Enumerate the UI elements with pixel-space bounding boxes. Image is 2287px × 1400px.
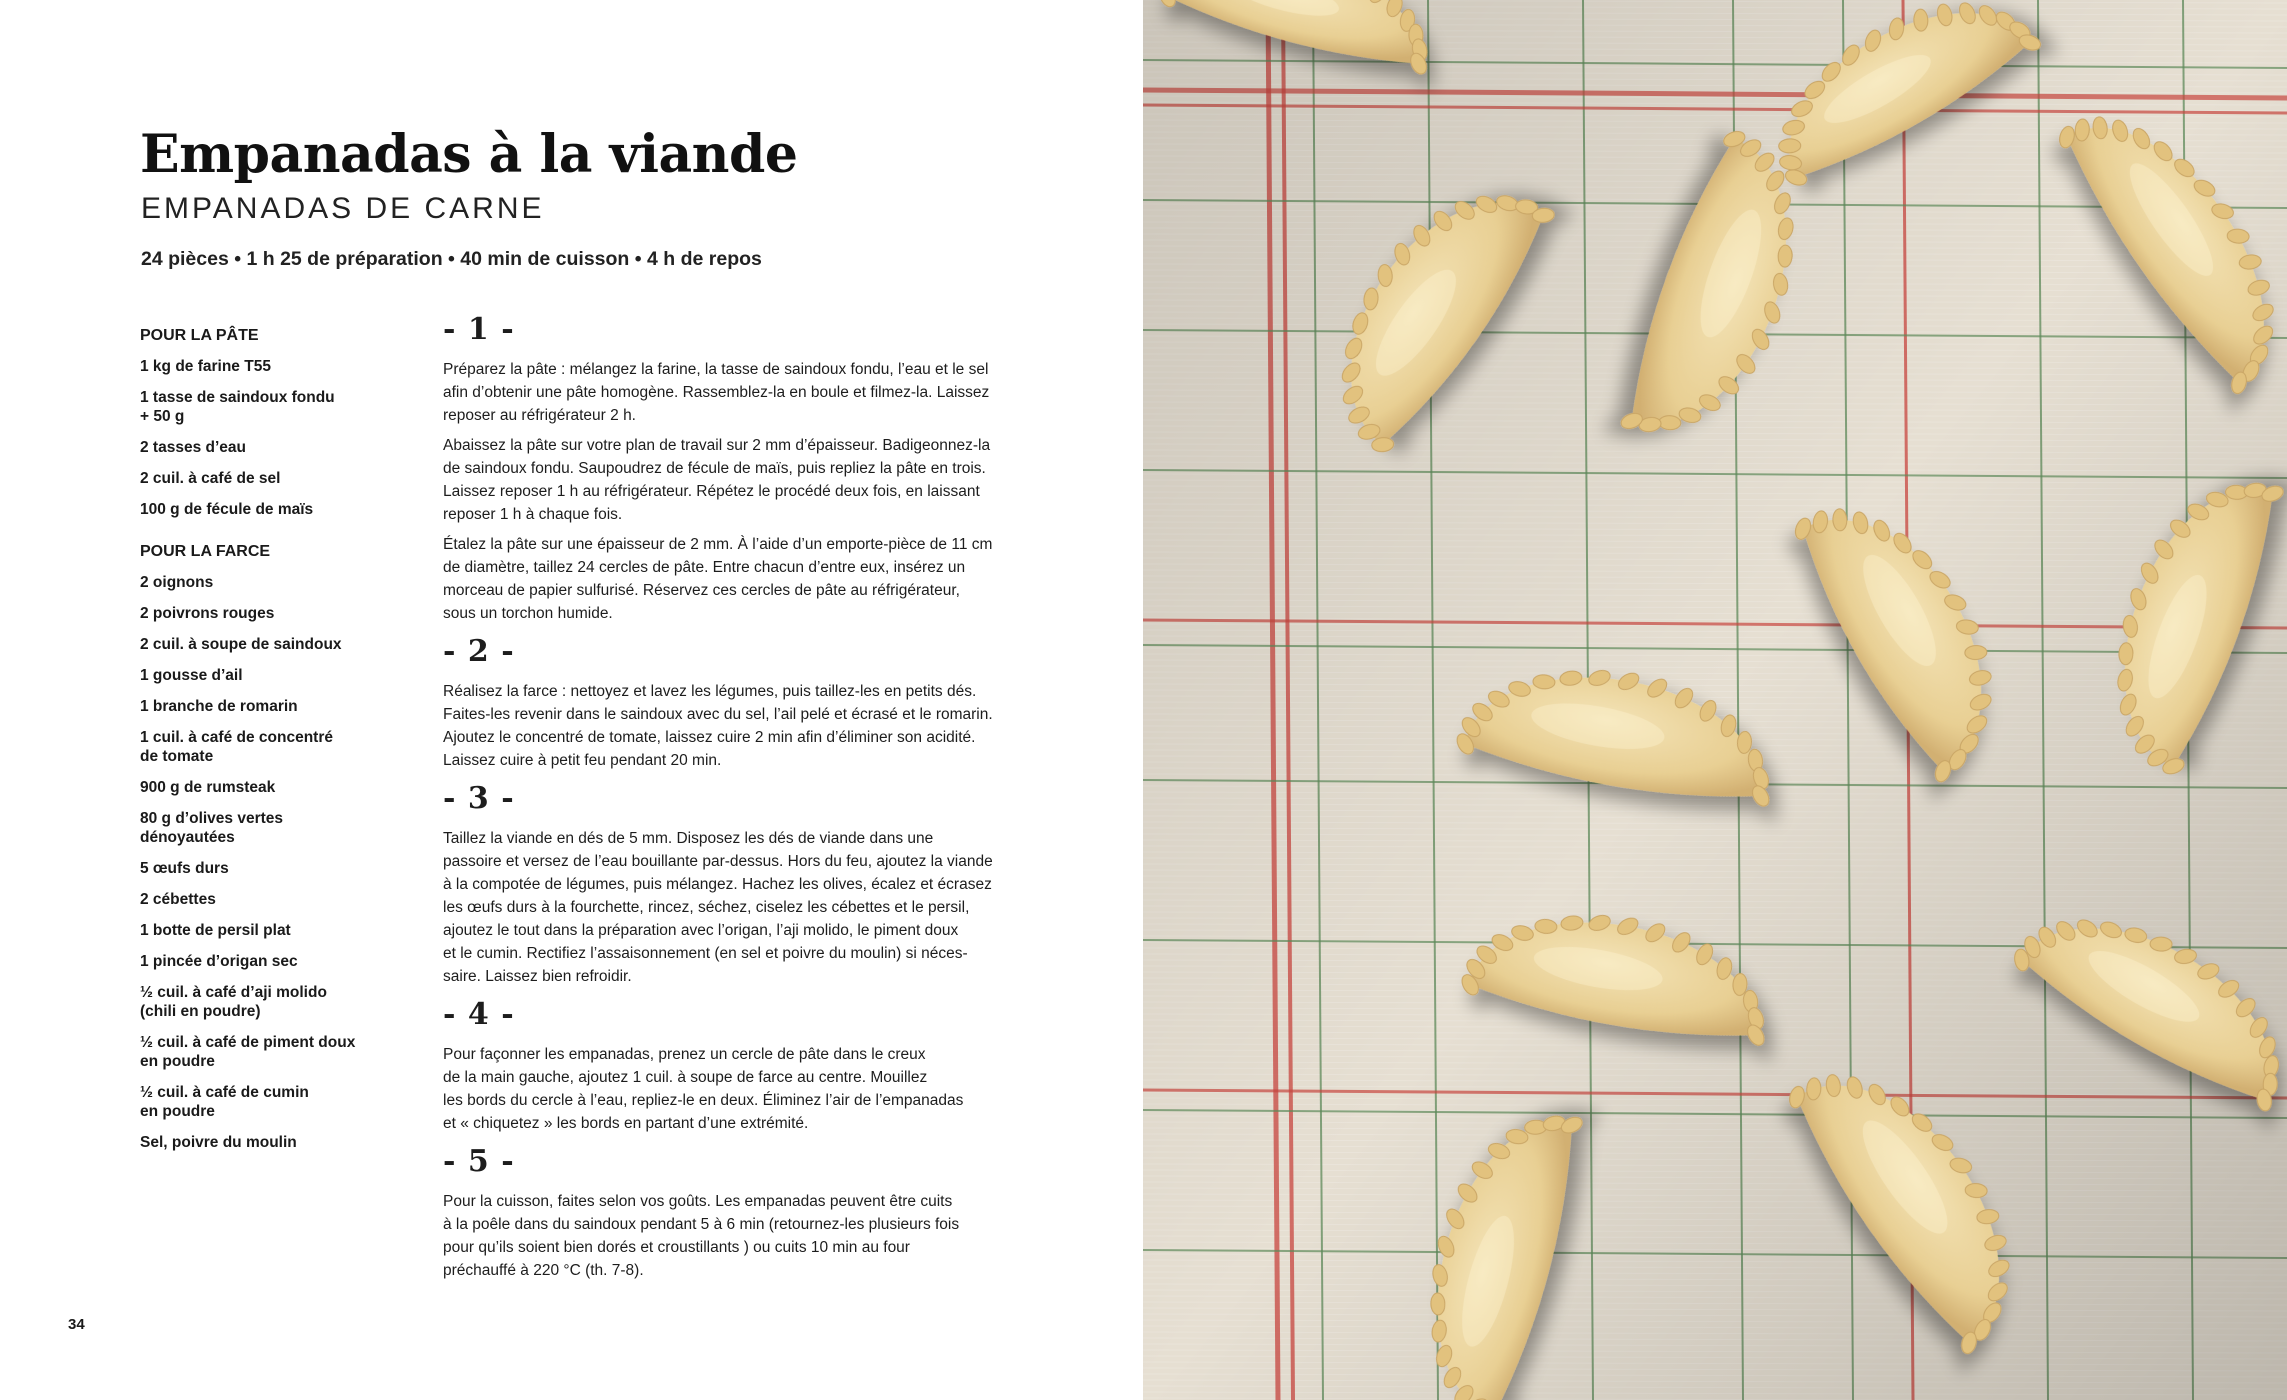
filling-heading: POUR LA FARCE — [140, 543, 271, 560]
ingredient-item: 1 kg de farine T55 — [140, 358, 271, 375]
step-2 — [443, 632, 1063, 772]
ingredient-item: ½ cuil. à café de piment doux en poudre — [140, 1034, 356, 1070]
ingredient-item: 1 gousse d’ail — [140, 667, 243, 684]
left-page — [0, 0, 1143, 1400]
ingredients-column — [140, 326, 410, 1164]
dough-ingredient-list — [140, 357, 410, 519]
ingredient-item: 1 branche de romarin — [140, 698, 298, 715]
step-3 — [443, 779, 1063, 988]
step-paragraph: Étalez la pâte sur une épaisseur de 2 mm. À l’aide d’un emporte-pièce de 11 cm de diamètre, taillez 24 cercles de pâte. Entre chacun d’entre eux, insérez un morceau de papier sulfurisé. Réservez ces cercles de pâte au réfrigérateur, sous un torchon humide. — [443, 536, 993, 622]
dough-heading: POUR LA PÂTE — [140, 327, 259, 344]
ingredient-item: 2 tasses d’eau — [140, 439, 246, 456]
empanada-crimp — [1832, 509, 1847, 532]
page-number: 34 — [68, 1316, 85, 1333]
recipe-title: Empanadas à la viande — [140, 124, 798, 185]
ingredient-item: 100 g de fécule de maïs — [140, 501, 314, 518]
empanada-crimp — [1913, 9, 1928, 32]
ingredient-item: ½ cuil. à café d’aji molido (chili en poudre) — [140, 984, 327, 1020]
step-number: - 4 - — [443, 997, 515, 1032]
ingredient-item: 2 cébettes — [140, 891, 216, 908]
step-number: - 2 - — [443, 634, 515, 669]
instructions-column — [443, 310, 1063, 1289]
recipe-subtitle: EMPANADAS DE CARNE — [141, 192, 545, 225]
ingredient-item: 2 oignons — [140, 574, 214, 591]
ingredient-item: 2 cuil. à soupe de saindoux — [140, 636, 342, 653]
empanada-crimp — [1778, 138, 1801, 153]
step-1 — [443, 310, 1063, 625]
empanada-crimp — [2150, 937, 2172, 951]
step-number: - 3 - — [443, 781, 515, 816]
ingredient-item: 5 œufs durs — [140, 860, 229, 877]
empanada-crimp — [2118, 642, 2133, 665]
empanada-crimp — [1965, 645, 1988, 660]
step-number: - 5 - — [443, 1144, 515, 1179]
step-paragraph: Pour façonner les empanadas, prenez un cercle de pâte dans le creux de la main gauche, ajoutez 1 cuil. à soupe de farce au centre. Mouillez les bords du cercle à l’eau, repliez-le en deux. Éliminez l’air de l’empanadas et « chiquetez » les bords en partant d’une extrémité. — [443, 1046, 964, 1132]
step-number: - 1 - — [443, 312, 515, 347]
ingredient-item: 1 tasse de saindoux fondu + 50 g — [140, 389, 335, 425]
ingredient-item: 1 cuil. à café de concentré de tomate — [140, 729, 333, 765]
ingredient-item: 900 g de rumsteak — [140, 779, 276, 796]
ingredient-item: 2 cuil. à café de sel — [140, 470, 281, 487]
filling-ingredient-list — [140, 573, 410, 1152]
step-paragraph: Taillez la viande en dés de 5 mm. Disposez les dés de viande dans une passoire et versez de l’eau bouillante par-dessus. Hors du feu, ajoutez la viande à la compotée de légumes, puis mélangez. Hachez les olives, écalez et écrasez les œufs durs à la fourchette, rincez, séchez, ciselez les cébettes et le persil, ajoutez le tout dans la préparation avec l’origan, l’aji molido, le piment doux et le cumin. Rectifiez l’assaisonnement (en sel et poivre du moulin) si néces- saire. Laissez bien refroidir. — [443, 830, 993, 985]
step-5 — [443, 1142, 1063, 1282]
step-paragraph: Abaissez la pâte sur votre plan de travail sur 2 mm d’épaisseur. Badigeonnez-la de saindoux fondu. Saupoudrez de fécule de maïs, puis repliez la pâte en trois. Laissez reposer 1 h au réfrigérateur. Répétez le procédé deux fois, en laissant reposer 1 h à chaque fois. — [443, 437, 991, 523]
empanada-crimp — [1659, 415, 1682, 430]
ingredient-item: 1 pincée d’origan sec — [140, 953, 298, 970]
ingredient-item: 80 g d’olives vertes dénoyautées — [140, 810, 284, 846]
ingredient-item: ½ cuil. à café de cumin en poudre — [140, 1084, 309, 1120]
step-paragraph: Réalisez la farce : nettoyez et lavez les légumes, puis taillez-les en petits dés. Faites-les revenir dans le saindoux avec du sel, l’ail pelé et écrasé et le romarin. Ajoutez le concentré de tomate, laissez cuire 2 min afin d’éliminer son acidité. Laissez cuire à petit feu pendant 20 min. — [443, 683, 993, 769]
ingredient-item: 1 botte de persil plat — [140, 922, 291, 939]
ingredient-item: 2 poivrons rouges — [140, 605, 275, 622]
recipe-meta: 24 pièces • 1 h 25 de préparation • 40 min de cuisson • 4 h de repos — [141, 248, 762, 270]
step-paragraph: Pour la cuisson, faites selon vos goûts. Les empanadas peuvent être cuits à la poêle dans du saindoux pendant 5 à 6 min (retournez-les plusieurs fois pour qu’ils soient bien dorés et croustillants ) ou cuits 10 min au four préchauffé à 220 °C (th. 7-8). — [443, 1193, 960, 1279]
right-page — [1143, 0, 2287, 1400]
step-paragraph: Préparez la pâte : mélangez la farine, la tasse de saindoux fondu, l’eau et le sel afin d’obtenir une pâte homogène. Rassemblez-la en boule et filmez-la. Laissez reposer au réfrigérateur 2 h. — [443, 361, 990, 424]
empanadas-photo — [1143, 0, 2287, 1400]
empanada-crimp — [1430, 1293, 1445, 1316]
empanada-crimp — [1778, 245, 1793, 268]
ingredient-item: Sel, poivre du moulin — [140, 1134, 297, 1151]
step-4 — [443, 995, 1063, 1135]
